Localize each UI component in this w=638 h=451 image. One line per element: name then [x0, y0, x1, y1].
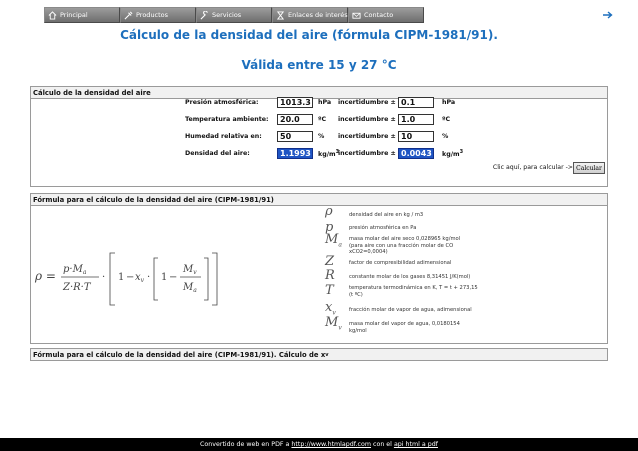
legend-text-rho: densidad del aire en kg / m3: [349, 212, 424, 218]
hourglass-icon: [276, 11, 285, 20]
tools-icon: [124, 11, 133, 20]
pressure-uncertainty-unit: hPa: [442, 99, 456, 106]
wrench-icon: [200, 11, 209, 20]
nav-bar: [44, 7, 424, 23]
api-link[interactable]: api html a pdf: [393, 441, 438, 448]
svg-text:1: 1: [118, 272, 125, 283]
tab-label: Productos: [136, 11, 169, 19]
humidity-uncertainty-unit: %: [442, 133, 449, 140]
svg-text:−: −: [169, 272, 178, 283]
xv-section: [30, 348, 608, 361]
section-heading: Fórmula para el cálculo de la densidad del aire (CIPM-1981/91). Cálculo de x v: [31, 349, 607, 360]
uncertainty-label: incertidumbre ±: [338, 133, 396, 140]
temperature-uncertainty-input[interactable]: 1.0: [398, 114, 434, 125]
density-output: 1.1993: [277, 148, 313, 159]
pressure-input[interactable]: 1013.3: [277, 97, 313, 108]
svg-text:ρ =: ρ =: [35, 269, 56, 283]
svg-text:·: ·: [102, 272, 106, 283]
legend-symbol-z: Z: [325, 254, 335, 269]
legend-symbol-ma: $M_a$: [325, 232, 342, 249]
svg-text:xv: $x_v$: [135, 272, 145, 284]
svg-text:p·Ma: $p\cdot M_a$: [63, 264, 87, 276]
legend-symbol-t: T: [325, 283, 334, 298]
page-subtitle: Válida entre 15 y 27 °C: [241, 58, 397, 72]
svg-text:Z·R·T: Z·R·T: [63, 282, 91, 293]
legend-symbol-r: R: [325, 268, 335, 283]
legend-symbol-mv: $M_v$: [325, 315, 342, 332]
svg-text:Mv: $M_v$: [183, 264, 197, 276]
section-heading: Fórmula para el cálculo de la densidad del aire (CIPM-1981/91): [31, 194, 607, 206]
pressure-label: Presión atmosférica:: [185, 99, 259, 106]
tab-productos[interactable]: [120, 7, 196, 23]
legend-text-t: temperatura termodinámica en K, T = t + 273,15 (t ºC): [349, 285, 478, 298]
pressure-row: [185, 96, 455, 109]
section-heading: Cálculo de la densidad del aire: [31, 87, 607, 99]
svg-text:·: ·: [147, 272, 151, 283]
density-unit: $kg/m^3$: [318, 148, 340, 159]
legend-text-xv: fracción molar de vapor de agua, adimensional: [349, 307, 472, 313]
tab-label: Enlaces de interés: [288, 11, 348, 19]
legend-text-ma: masa molar del aire seco 0,028965 kg/mol (para aire con una fracción molar de CO xCO2=0,0004): [349, 236, 461, 255]
density-equation: [33, 210, 273, 340]
temperature-unit: ºC: [318, 116, 327, 123]
svg-text:1: 1: [161, 272, 168, 283]
legend-text-mv: masa molar del vapor de agua, 0,0180154 kg/mol: [349, 321, 460, 334]
tab-label: Principal: [60, 11, 88, 19]
tab-enlaces[interactable]: [272, 7, 348, 23]
calcular-button[interactable]: Calcular: [573, 162, 605, 174]
uncertainty-label: incertidumbre ±: [338, 116, 396, 123]
temperature-input[interactable]: 20.0: [277, 114, 313, 125]
arrow-right-icon[interactable]: [603, 11, 613, 19]
density-label: Densidad del aire:: [185, 150, 250, 157]
pressure-uncertainty-input[interactable]: 0.1: [398, 97, 434, 108]
envelope-icon: [352, 11, 361, 20]
uncertainty-label: incertidumbre ±: [338, 150, 396, 157]
humidity-row: [185, 130, 448, 143]
tab-principal[interactable]: [44, 7, 120, 23]
humidity-label: Humedad relativa en:: [185, 133, 262, 140]
pressure-unit: hPa: [318, 99, 332, 106]
humidity-unit: %: [318, 133, 325, 140]
page-title: Cálculo de la densidad del aire (fórmula CIPM-1981/91).: [120, 28, 498, 42]
calc-section: [30, 86, 608, 187]
footer-middle: con el: [371, 441, 394, 448]
legend-text-z: factor de compresibilidad adimensional: [349, 260, 452, 266]
footer-prefix: Convertido de web en PDF a: [200, 441, 292, 448]
legend-text-r: constante molar de los gases 8,31451 J/K(mol): [349, 274, 471, 280]
tab-label: Servicios: [212, 11, 242, 19]
svg-text:Ma: $M_a$: [183, 282, 197, 294]
tab-contacto[interactable]: [348, 7, 424, 23]
legend-symbol-xv: $x_v$: [325, 300, 336, 317]
temperature-uncertainty-unit: ºC: [442, 116, 451, 123]
temperature-label: Temperatura ambiente:: [185, 116, 269, 123]
calc-hint-text: Clic aquí, para calcular ->: [492, 164, 573, 171]
legend-symbol-p: p: [325, 220, 334, 235]
temperature-row: [185, 113, 450, 126]
uncertainty-label: incertidumbre ±: [338, 99, 396, 106]
density-row: [185, 147, 463, 160]
home-icon: [48, 11, 57, 20]
legend-text-p: presión atmosférica en Pa: [349, 225, 417, 231]
tab-label: Contacto: [364, 11, 394, 19]
density-uncertainty-unit: $kg/m^3$: [442, 148, 464, 159]
humidity-uncertainty-input[interactable]: 10: [398, 131, 434, 142]
tab-servicios[interactable]: [196, 7, 272, 23]
humidity-input[interactable]: 50: [277, 131, 313, 142]
formula-section: [30, 193, 608, 344]
footer-bar: [0, 438, 638, 451]
density-uncertainty-output: 0.0043: [398, 148, 434, 159]
htmlapdf-link[interactable]: http://www.htmlapdf.com: [291, 441, 371, 448]
legend-symbol-rho: ρ: [325, 204, 333, 219]
svg-text:−: −: [126, 272, 135, 283]
